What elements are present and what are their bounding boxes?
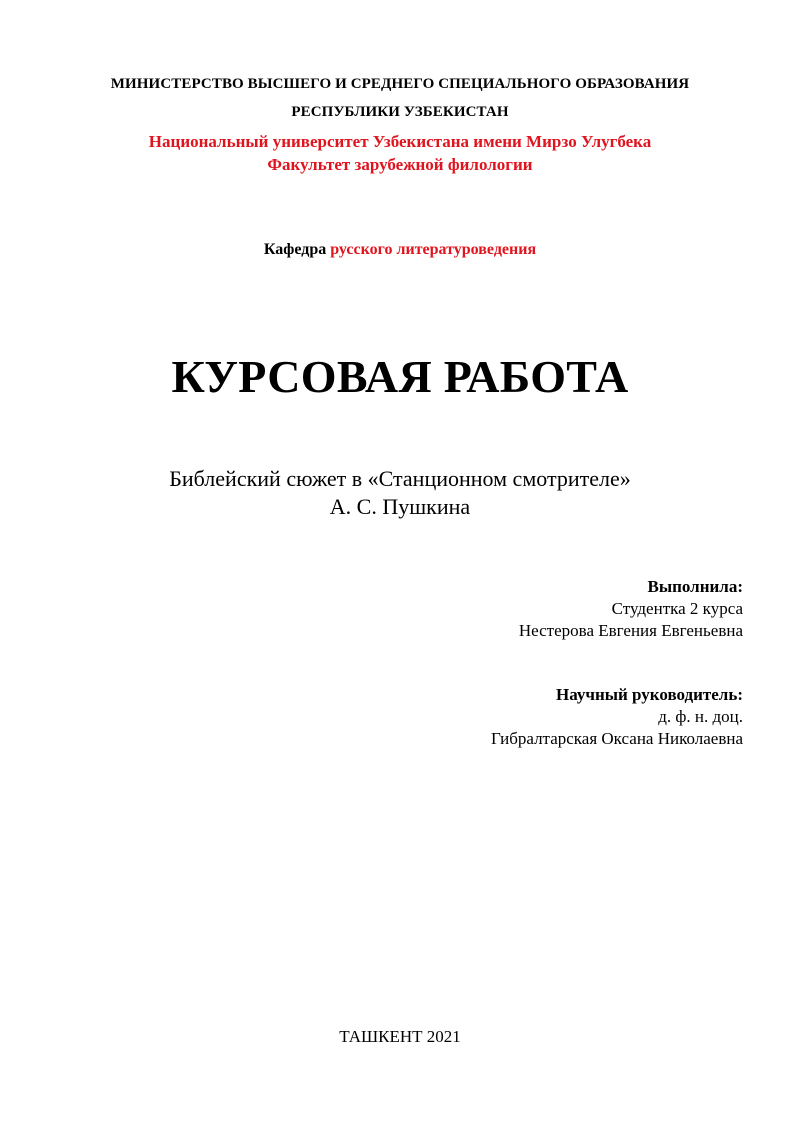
supervisor-block [491, 684, 743, 750]
supervisor-heading: Научный руководитель: [556, 685, 743, 704]
faculty-name: Факультет зарубежной филологии [267, 155, 533, 174]
ministry-line-1: МИНИСТЕРСТВО ВЫСШЕГО И СРЕДНЕГО СПЕЦИАЛЬНОГО ОБРАЗОВАНИЯ [110, 76, 690, 92]
author-heading: Выполнила: [647, 577, 743, 596]
city-year: ТАШКЕНТ 2021 [339, 1027, 461, 1046]
author-block [519, 576, 743, 642]
author-name: Нестерова Евгения Евгеньевна [518, 621, 743, 640]
document-title: КУРСОВАЯ РАБОТА [171, 351, 629, 402]
ministry-line-2: РЕСПУБЛИКИ УЗБЕКИСТАН [291, 104, 509, 120]
supervisor-degree: д. ф. н. доц. [658, 707, 743, 726]
author-role: Студентка 2 курса [611, 599, 743, 618]
supervisor-name: Гибралтарская Оксана Николаевна [490, 729, 743, 748]
department-line [0, 241, 800, 259]
department-prefix: Кафедра [263, 241, 327, 258]
department-name: русского литературоведения [330, 241, 537, 258]
topic-line-2: А. С. Пушкина [329, 494, 471, 519]
topic-line-1: Библейский сюжет в «Станционном смотрителе» [169, 466, 631, 491]
university-name: Национальный университет Узбекистана имени Мирзо Улугбека [148, 132, 652, 151]
